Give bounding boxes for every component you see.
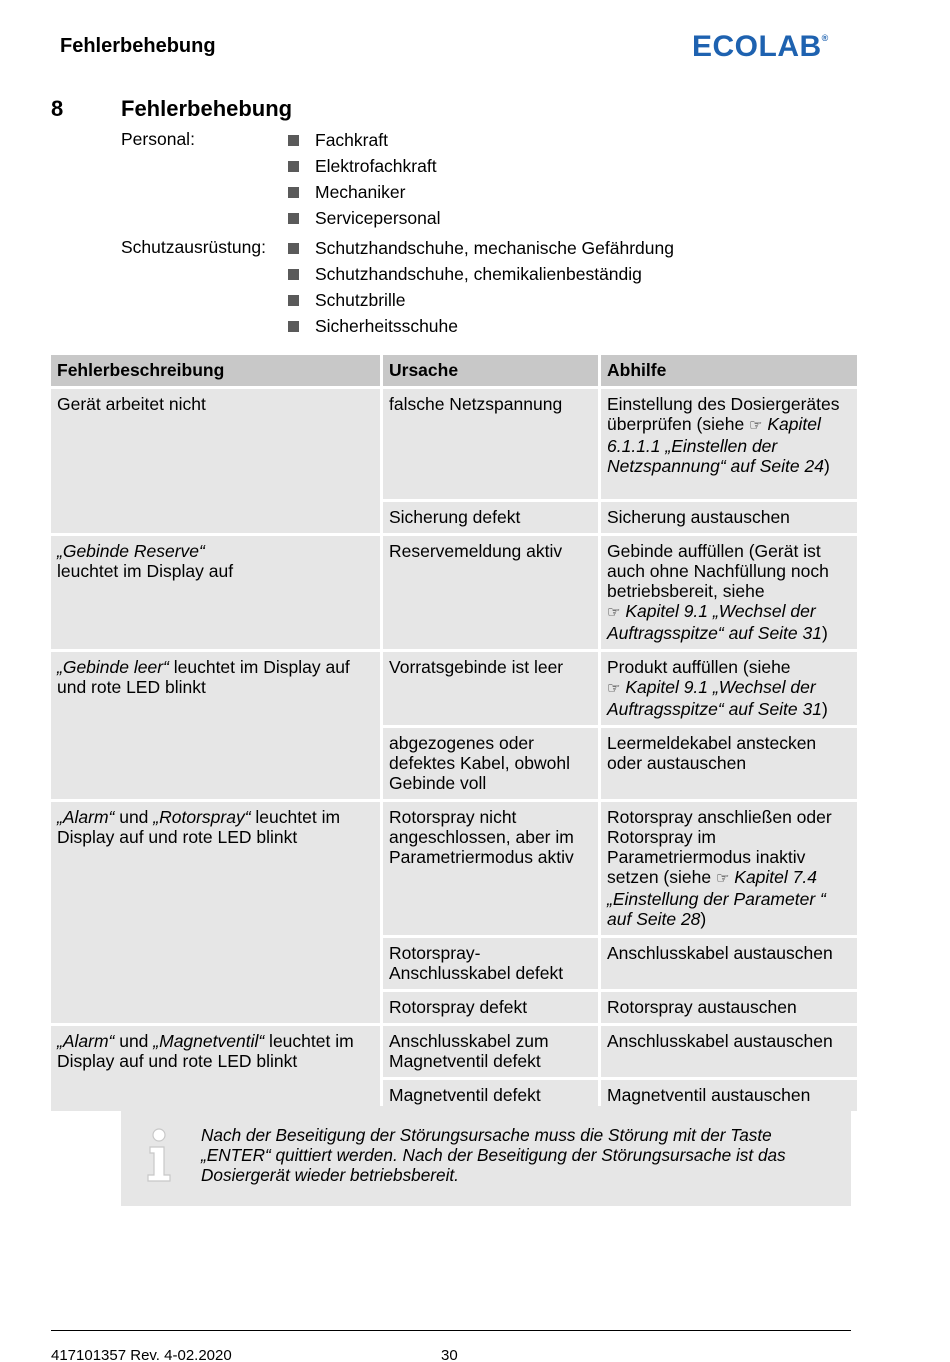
column-header-description: Fehlerbeschreibung xyxy=(51,355,380,386)
table-row xyxy=(51,652,857,725)
list-item: Fachkraft xyxy=(288,127,440,153)
chapter-number: 8 xyxy=(51,96,64,121)
cause-cell: Sicherung defekt xyxy=(383,502,598,533)
square-bullet-icon xyxy=(288,187,299,198)
cause-cell: Reservemeldung aktiv xyxy=(383,536,598,649)
cross-reference-link[interactable]: Kapitel 9.1 „Wechsel der Auftragsspitze“ auf Seite 31 xyxy=(607,601,822,643)
hand-pointer-icon: ☞ xyxy=(607,604,621,621)
column-header-remedy: Abhilfe xyxy=(601,355,857,386)
remedy-cell: Produkt auffüllen (siehe ☞ Kapitel 9.1 „Wechsel der Auftragsspitze“ auf Seite 31) xyxy=(601,652,857,725)
square-bullet-icon xyxy=(288,135,299,146)
cause-cell: falsche Netzspannung xyxy=(383,389,598,499)
table-row xyxy=(51,1026,857,1077)
table-row xyxy=(51,536,857,649)
info-icon xyxy=(143,1128,179,1182)
fault-description-cell: „Alarm“ und „Rotorspray“ leuchtet im Display auf und rote LED blinkt xyxy=(51,802,380,1023)
equipment-list xyxy=(288,235,674,339)
fault-description-cell: „Gebinde leer“ leuchtet im Display auf und rote LED blinkt xyxy=(51,652,380,799)
note-text: Nach der Beseitigung der Störungsursache muss die Störung mit der Taste „ENTER“ quittiert werden. Nach der Beseitigung der Störungsursache ist das Dosiergerät wieder betriebsbereit. xyxy=(201,1125,786,1185)
personnel-label: Personal: xyxy=(121,129,195,149)
registered-mark: ® xyxy=(821,33,829,43)
remedy-cell: Rotorspray austauschen xyxy=(601,992,857,1023)
square-bullet-icon xyxy=(288,269,299,280)
cause-cell: Rotorspray nicht angeschlossen, aber im Parametriermodus aktiv xyxy=(383,802,598,935)
table-header-row xyxy=(51,355,857,386)
cause-cell: Rotorspray defekt xyxy=(383,992,598,1023)
cause-cell: abgezogenes oder defektes Kabel, obwohl Gebinde voll xyxy=(383,728,598,799)
list-item: Sicherheitsschuhe xyxy=(288,313,674,339)
fault-description-cell: „Gebinde Reserve“ leuchtet im Display auf xyxy=(51,536,380,649)
list-item: Mechaniker xyxy=(288,179,440,205)
hand-pointer-icon: ☞ xyxy=(749,417,763,434)
remedy-cell: Gebinde auffüllen (Gerät ist auch ohne Nachfüllung noch betriebsbereit, siehe ☞ Kapitel 9.1 „Wechsel der Auftragsspitze“ auf Seite 31) xyxy=(601,536,857,649)
remedy-cell: Einstellung des Dosiergerätes überprüfen (siehe ☞ Kapitel 6.1.1.1 „Einstellen der Netzspannung“ auf Seite 24) xyxy=(601,389,857,499)
document-id: 417101357 Rev. 4-02.2020 xyxy=(51,1347,232,1362)
ecolab-logo xyxy=(692,30,829,64)
remedy-cell: Sicherung austauschen xyxy=(601,502,857,533)
chapter-title: Fehlerbehebung xyxy=(121,96,293,121)
list-item: Servicepersonal xyxy=(288,205,440,231)
table-row xyxy=(51,802,857,935)
square-bullet-icon xyxy=(288,213,299,224)
cross-reference-link[interactable]: Kapitel 7.4 „Einstellung der Parameter “ auf Seite 28 xyxy=(607,867,826,929)
remedy-cell: Magnetventil austauschen xyxy=(601,1080,857,1111)
remedy-cell: Anschlusskabel austauschen xyxy=(601,1026,857,1077)
remedy-cell: Anschlusskabel austauschen xyxy=(601,938,857,989)
cause-cell: Rotorspray-Anschlusskabel defekt xyxy=(383,938,598,989)
info-note xyxy=(121,1106,851,1206)
remedy-cell: Rotorspray anschließen oder Rotorspray im Parametriermodus inaktiv setzen (siehe ☞ Kapitel 7.4 „Einstellung der Parameter “ auf Seite 28) xyxy=(601,802,857,935)
list-item: Elektrofachkraft xyxy=(288,153,440,179)
logo-text: ECOLAB xyxy=(692,30,822,63)
cross-reference-link[interactable]: Kapitel 9.1 „Wechsel der Auftragsspitze“ auf Seite 31 xyxy=(607,677,822,719)
running-header-title: Fehlerbehebung xyxy=(60,35,216,57)
list-item: Schutzbrille xyxy=(288,287,674,313)
personnel-list xyxy=(288,127,440,231)
table-row xyxy=(51,389,857,499)
cause-cell: Anschlusskabel zum Magnetventil defekt xyxy=(383,1026,598,1077)
column-header-cause: Ursache xyxy=(383,355,598,386)
cross-reference-link[interactable]: Kapitel 6.1.1.1 „Einstellen der Netzspannung“ auf Seite 24 xyxy=(607,414,824,476)
list-item: Schutzhandschuhe, chemikalienbeständig xyxy=(288,261,674,287)
fault-description-cell: „Alarm“ und „Magnetventil“ leuchtet im Display auf und rote LED blinkt xyxy=(51,1026,380,1111)
hand-pointer-icon: ☞ xyxy=(607,680,621,697)
cause-cell: Vorratsgebinde ist leer xyxy=(383,652,598,725)
square-bullet-icon xyxy=(288,321,299,332)
cause-cell: Magnetventil defekt xyxy=(383,1080,598,1111)
square-bullet-icon xyxy=(288,243,299,254)
page-number: 30 xyxy=(441,1347,458,1362)
list-item: Schutzhandschuhe, mechanische Gefährdung xyxy=(288,235,674,261)
equipment-label: Schutzausrüstung: xyxy=(121,237,266,257)
square-bullet-icon xyxy=(288,161,299,172)
fault-description-cell: Gerät arbeitet nicht xyxy=(51,389,380,533)
remedy-cell: Leermeldekabel anstecken oder austauschen xyxy=(601,728,857,799)
hand-pointer-icon: ☞ xyxy=(715,870,730,887)
square-bullet-icon xyxy=(288,295,299,306)
troubleshooting-table xyxy=(48,352,860,1114)
footer-divider xyxy=(51,1330,851,1331)
